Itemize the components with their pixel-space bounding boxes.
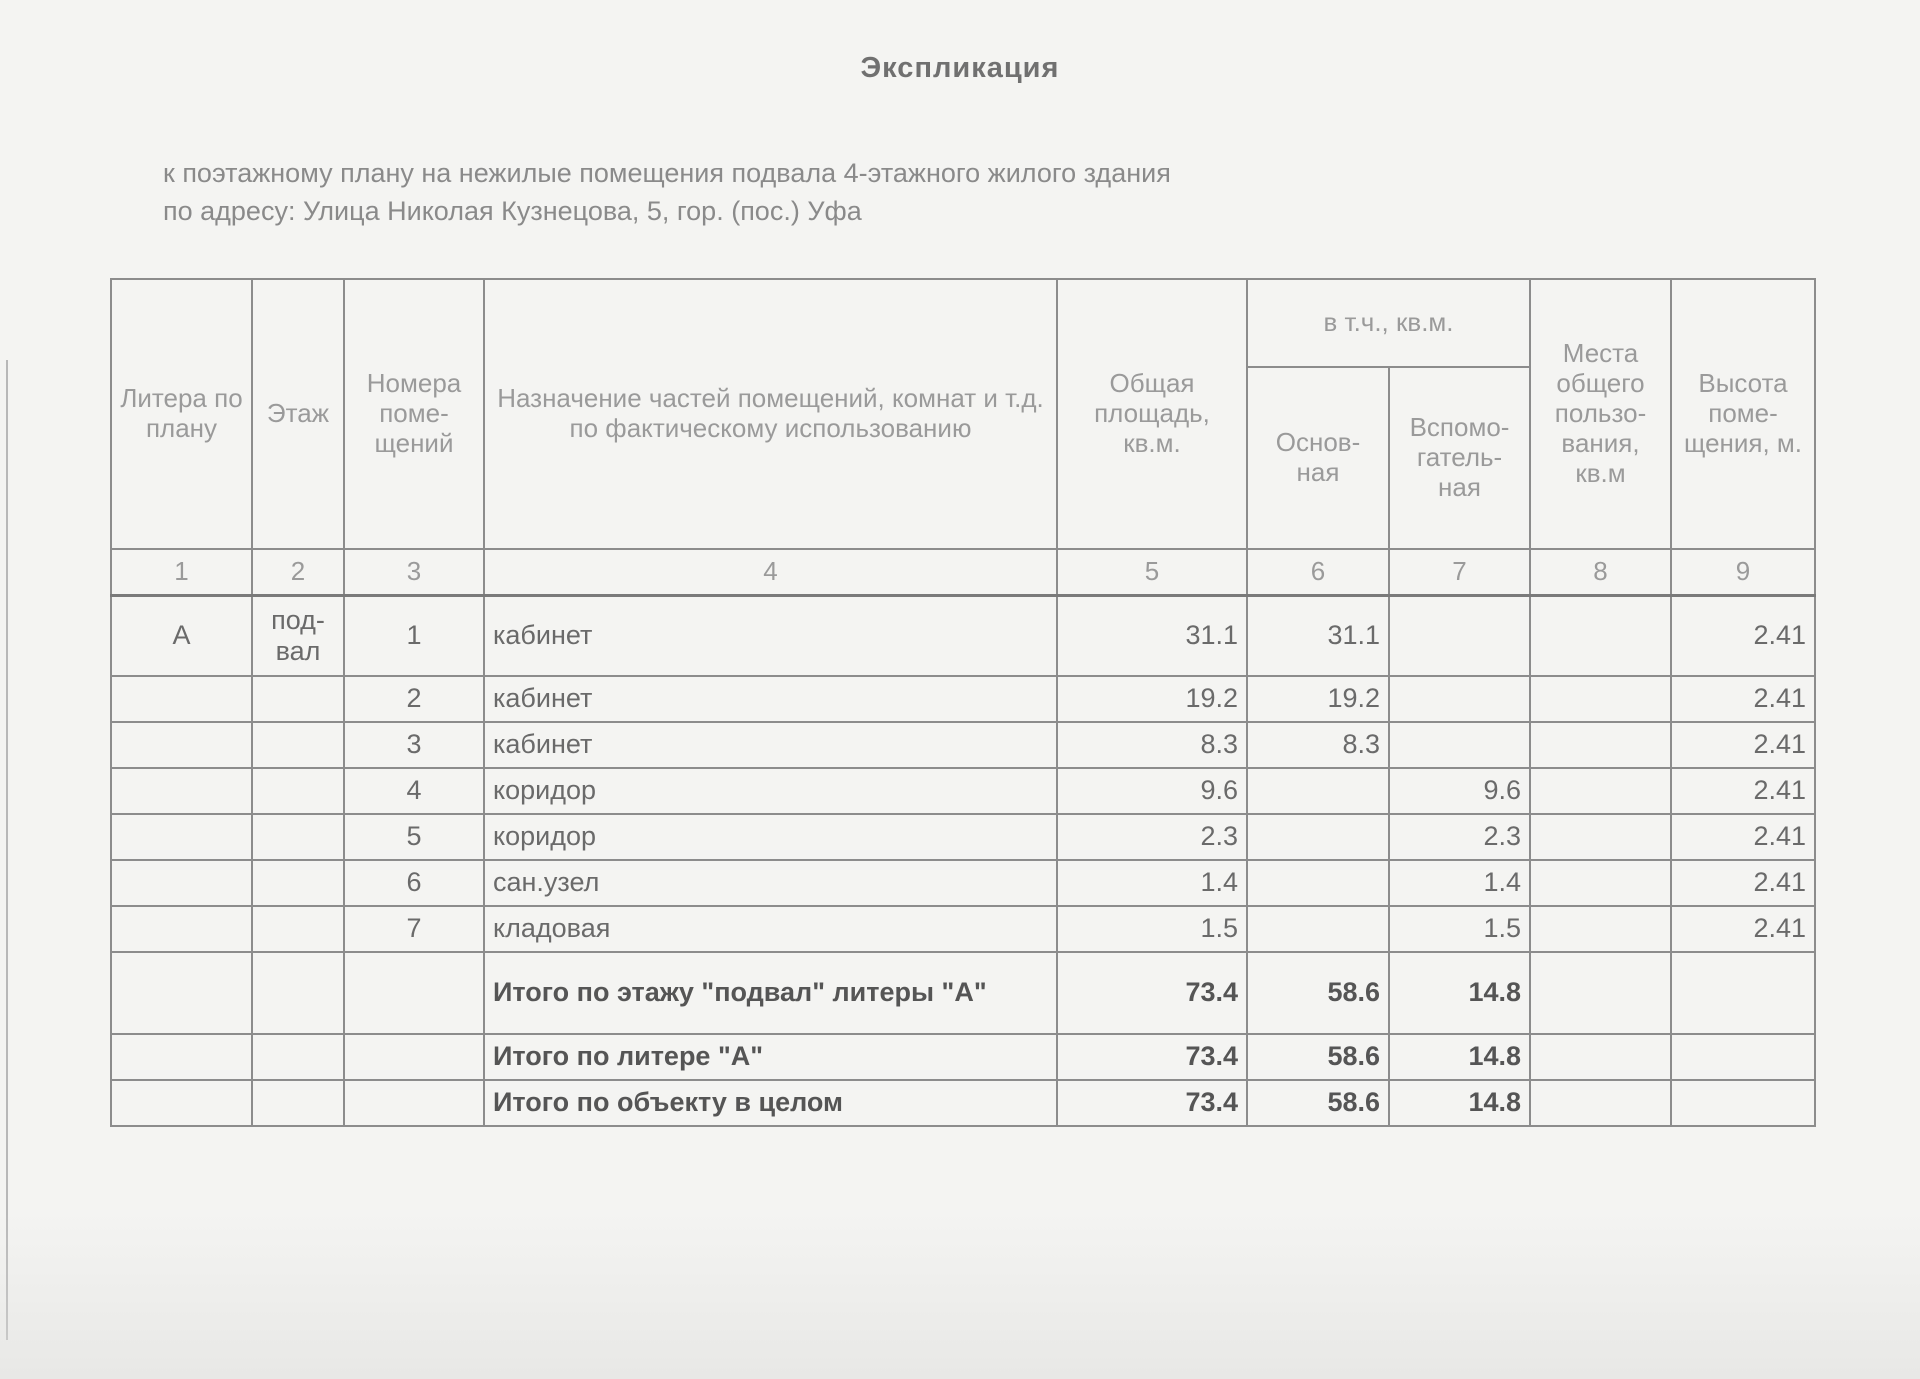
- total-area: 73.4: [1057, 1080, 1247, 1126]
- cell-etazh: [252, 906, 344, 952]
- cell-litera: [111, 814, 252, 860]
- cell-num: 2: [344, 676, 484, 722]
- cell-height: 2.41: [1671, 906, 1815, 952]
- cell-total: 19.2: [1057, 676, 1247, 722]
- table-row: [111, 676, 1815, 722]
- cell-name: коридор: [484, 768, 1057, 814]
- cell-common: [1530, 860, 1671, 906]
- document-subtitle-line2: по адресу: Улица Николая Кузнецова, 5, гор. (пос.) Уфа: [163, 196, 862, 226]
- total-row-floor: [111, 952, 1815, 1034]
- header-vysota: Высота поме- щения, м.: [1671, 279, 1815, 549]
- cell-main: 8.3: [1247, 722, 1389, 768]
- cell-etazh: [252, 676, 344, 722]
- cell-common: [1530, 768, 1671, 814]
- document-subtitle-line1: к поэтажному плану на нежилые помещения подвала 4-этажного жилого здания: [163, 158, 1171, 188]
- cell-height: 2.41: [1671, 768, 1815, 814]
- cell-name: сан.узел: [484, 860, 1057, 906]
- cell-litera: [111, 768, 252, 814]
- header-obshaya: Общая площадь, кв.м.: [1057, 279, 1247, 549]
- cell-total: 2.3: [1057, 814, 1247, 860]
- cell-litera: [111, 860, 252, 906]
- header-naznachenie: Назначение частей помещений, комнат и т.д. по фактическому использованию: [484, 279, 1057, 549]
- cell-etazh: под- вал: [252, 596, 344, 677]
- total-main: 58.6: [1247, 1034, 1389, 1080]
- cell-total: 1.4: [1057, 860, 1247, 906]
- cell-etazh: [252, 860, 344, 906]
- total-row-object: [111, 1080, 1815, 1126]
- total-label: Итого по этажу "подвал" литеры "А": [484, 952, 1057, 1034]
- total-main: 58.6: [1247, 1080, 1389, 1126]
- total-aux: 14.8: [1389, 952, 1530, 1034]
- table-row: [111, 722, 1815, 768]
- document-title: Экспликация: [860, 52, 1060, 84]
- page-edge: [6, 360, 8, 1340]
- cell-litera: [111, 906, 252, 952]
- column-number: 1: [111, 549, 252, 596]
- cell-etazh: [252, 814, 344, 860]
- cell-common: [1530, 596, 1671, 677]
- total-label: Итого по объекту в целом: [484, 1080, 1057, 1126]
- cell-main: [1247, 768, 1389, 814]
- cell-num: 3: [344, 722, 484, 768]
- cell-litera: [111, 722, 252, 768]
- table-row: [111, 906, 1815, 952]
- cell-height: 2.41: [1671, 676, 1815, 722]
- cell-aux: 2.3: [1389, 814, 1530, 860]
- total-aux: 14.8: [1389, 1080, 1530, 1126]
- cell-num: 6: [344, 860, 484, 906]
- cell-total: 1.5: [1057, 906, 1247, 952]
- cell-height: 2.41: [1671, 814, 1815, 860]
- table-row: [111, 596, 1815, 677]
- cell-main: [1247, 860, 1389, 906]
- cell-height: 2.41: [1671, 596, 1815, 677]
- column-number: 7: [1389, 549, 1530, 596]
- cell-num: 5: [344, 814, 484, 860]
- header-mesta: Места общего пользо- вания, кв.м: [1530, 279, 1671, 549]
- header-nomera: Номера поме- щений: [344, 279, 484, 549]
- cell-name: кабинет: [484, 722, 1057, 768]
- scan-shadow: [0, 1210, 1920, 1379]
- cell-total: 9.6: [1057, 768, 1247, 814]
- cell-aux: 1.5: [1389, 906, 1530, 952]
- cell-aux: [1389, 722, 1530, 768]
- cell-common: [1530, 814, 1671, 860]
- cell-common: [1530, 676, 1671, 722]
- cell-name: кабинет: [484, 596, 1057, 677]
- table-row: [111, 814, 1815, 860]
- cell-total: 31.1: [1057, 596, 1247, 677]
- header-vspomogatelnaya: Вспомо- гатель- ная: [1389, 367, 1530, 549]
- total-aux: 14.8: [1389, 1034, 1530, 1080]
- cell-aux: 9.6: [1389, 768, 1530, 814]
- total-row-litera: [111, 1034, 1815, 1080]
- cell-num: 4: [344, 768, 484, 814]
- cell-name: кабинет: [484, 676, 1057, 722]
- header-litera: Литера по плану: [111, 279, 252, 549]
- table-row: [111, 768, 1815, 814]
- cell-num: 1: [344, 596, 484, 677]
- cell-num: 7: [344, 906, 484, 952]
- total-area: 73.4: [1057, 1034, 1247, 1080]
- cell-etazh: [252, 722, 344, 768]
- explication-table: [110, 278, 1816, 1127]
- total-area: 73.4: [1057, 952, 1247, 1034]
- table-row: [111, 860, 1815, 906]
- cell-total: 8.3: [1057, 722, 1247, 768]
- column-number: 9: [1671, 549, 1815, 596]
- header-etazh: Этаж: [252, 279, 344, 549]
- column-number: 8: [1530, 549, 1671, 596]
- cell-name: кладовая: [484, 906, 1057, 952]
- column-number: 5: [1057, 549, 1247, 596]
- column-number: 2: [252, 549, 344, 596]
- cell-height: 2.41: [1671, 722, 1815, 768]
- header-vtch: в т.ч., кв.м.: [1247, 279, 1530, 367]
- cell-litera: [111, 676, 252, 722]
- cell-name: коридор: [484, 814, 1057, 860]
- cell-aux: [1389, 676, 1530, 722]
- cell-aux: [1389, 596, 1530, 677]
- cell-main: 19.2: [1247, 676, 1389, 722]
- total-main: 58.6: [1247, 952, 1389, 1034]
- total-label: Итого по литере "А": [484, 1034, 1057, 1080]
- cell-common: [1530, 722, 1671, 768]
- column-number: 3: [344, 549, 484, 596]
- cell-main: [1247, 814, 1389, 860]
- cell-litera: А: [111, 596, 252, 677]
- cell-main: [1247, 906, 1389, 952]
- cell-common: [1530, 906, 1671, 952]
- cell-height: 2.41: [1671, 860, 1815, 906]
- column-number: 6: [1247, 549, 1389, 596]
- cell-etazh: [252, 768, 344, 814]
- column-number-row: [111, 549, 1815, 596]
- column-number: 4: [484, 549, 1057, 596]
- header-osnovnaya: Основ- ная: [1247, 367, 1389, 549]
- cell-main: 31.1: [1247, 596, 1389, 677]
- cell-aux: 1.4: [1389, 860, 1530, 906]
